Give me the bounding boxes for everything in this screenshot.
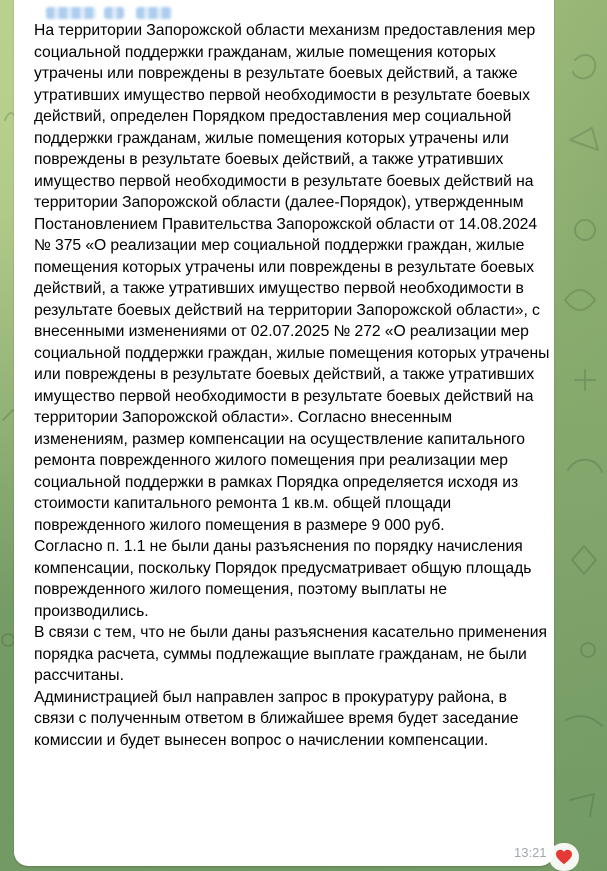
sender-name-redacted[interactable]: [46, 3, 196, 19]
message-time: 13:21: [514, 845, 547, 860]
redacted-block: [104, 7, 124, 19]
redacted-block: [46, 7, 96, 19]
message-bubble[interactable]: [14, 0, 554, 866]
reaction-badge[interactable]: [549, 843, 579, 871]
redacted-block: [136, 7, 172, 19]
message-text: На территории Запорожской области механизм предоставления мер социальной поддержки гражданам, жилые помещения которых утрачены или повреждены в результате боевых действий, а также утративших имущество первой необходимости в результате боевых действий, определен Порядком предоставления мер социальной поддержки гражданам, жилые помещения которых утрачены или повреждены в результате боевых действий, а также утративших имущество первой необходимости в результате боевых действий на территории Запорожской области (далее-Порядок), утвержденным Постановлением Правительства Запорожской области от 14.08.2024 № 375 «О реализации мер социальной поддержки граждан, жилые помещения которых утрачены или повреждены в результате боевых действий, а также утративших имущество первой необходимости в результате боевых действий на территории Запорожской области», с внесенными изменениями от 02.07.2025 № 272 «О реализации мер социальной поддержки граждан, жилые помещения которых утрачены или повреждены в результате боевых действий, а также утративших имущество первой необходимости в результате боевых действий на территории Запорожской области». Согласно внесенным изменениям, размер компенсации на осуществление капитального ремонта поврежденного жилого помещения при реализации мер социальной поддержки в рамках Порядка определяется исходя из стоимости капитального ремонта 1 кв.м. общей площади поврежденного жилого помещения в размере 9 000 руб. Согласно п. 1.1 не были даны разъяснения по порядку начисления компенсации, поскольку Порядок предусматривает общую площадь поврежденного жилого помещения, поэтому выплаты не производились. В связи с тем, что не были даны разъяснения касательно применения порядка расчета, суммы подлежащие выплате гражданам, не были рассчитаны. Администрацией был направлен запрос в прокуратуру района, в связи с полученным ответом в ближайшее время будет заседание комиссии и будет вынесен вопрос о начислении компенсации.: [34, 22, 550, 749]
heart-icon: [555, 849, 573, 865]
